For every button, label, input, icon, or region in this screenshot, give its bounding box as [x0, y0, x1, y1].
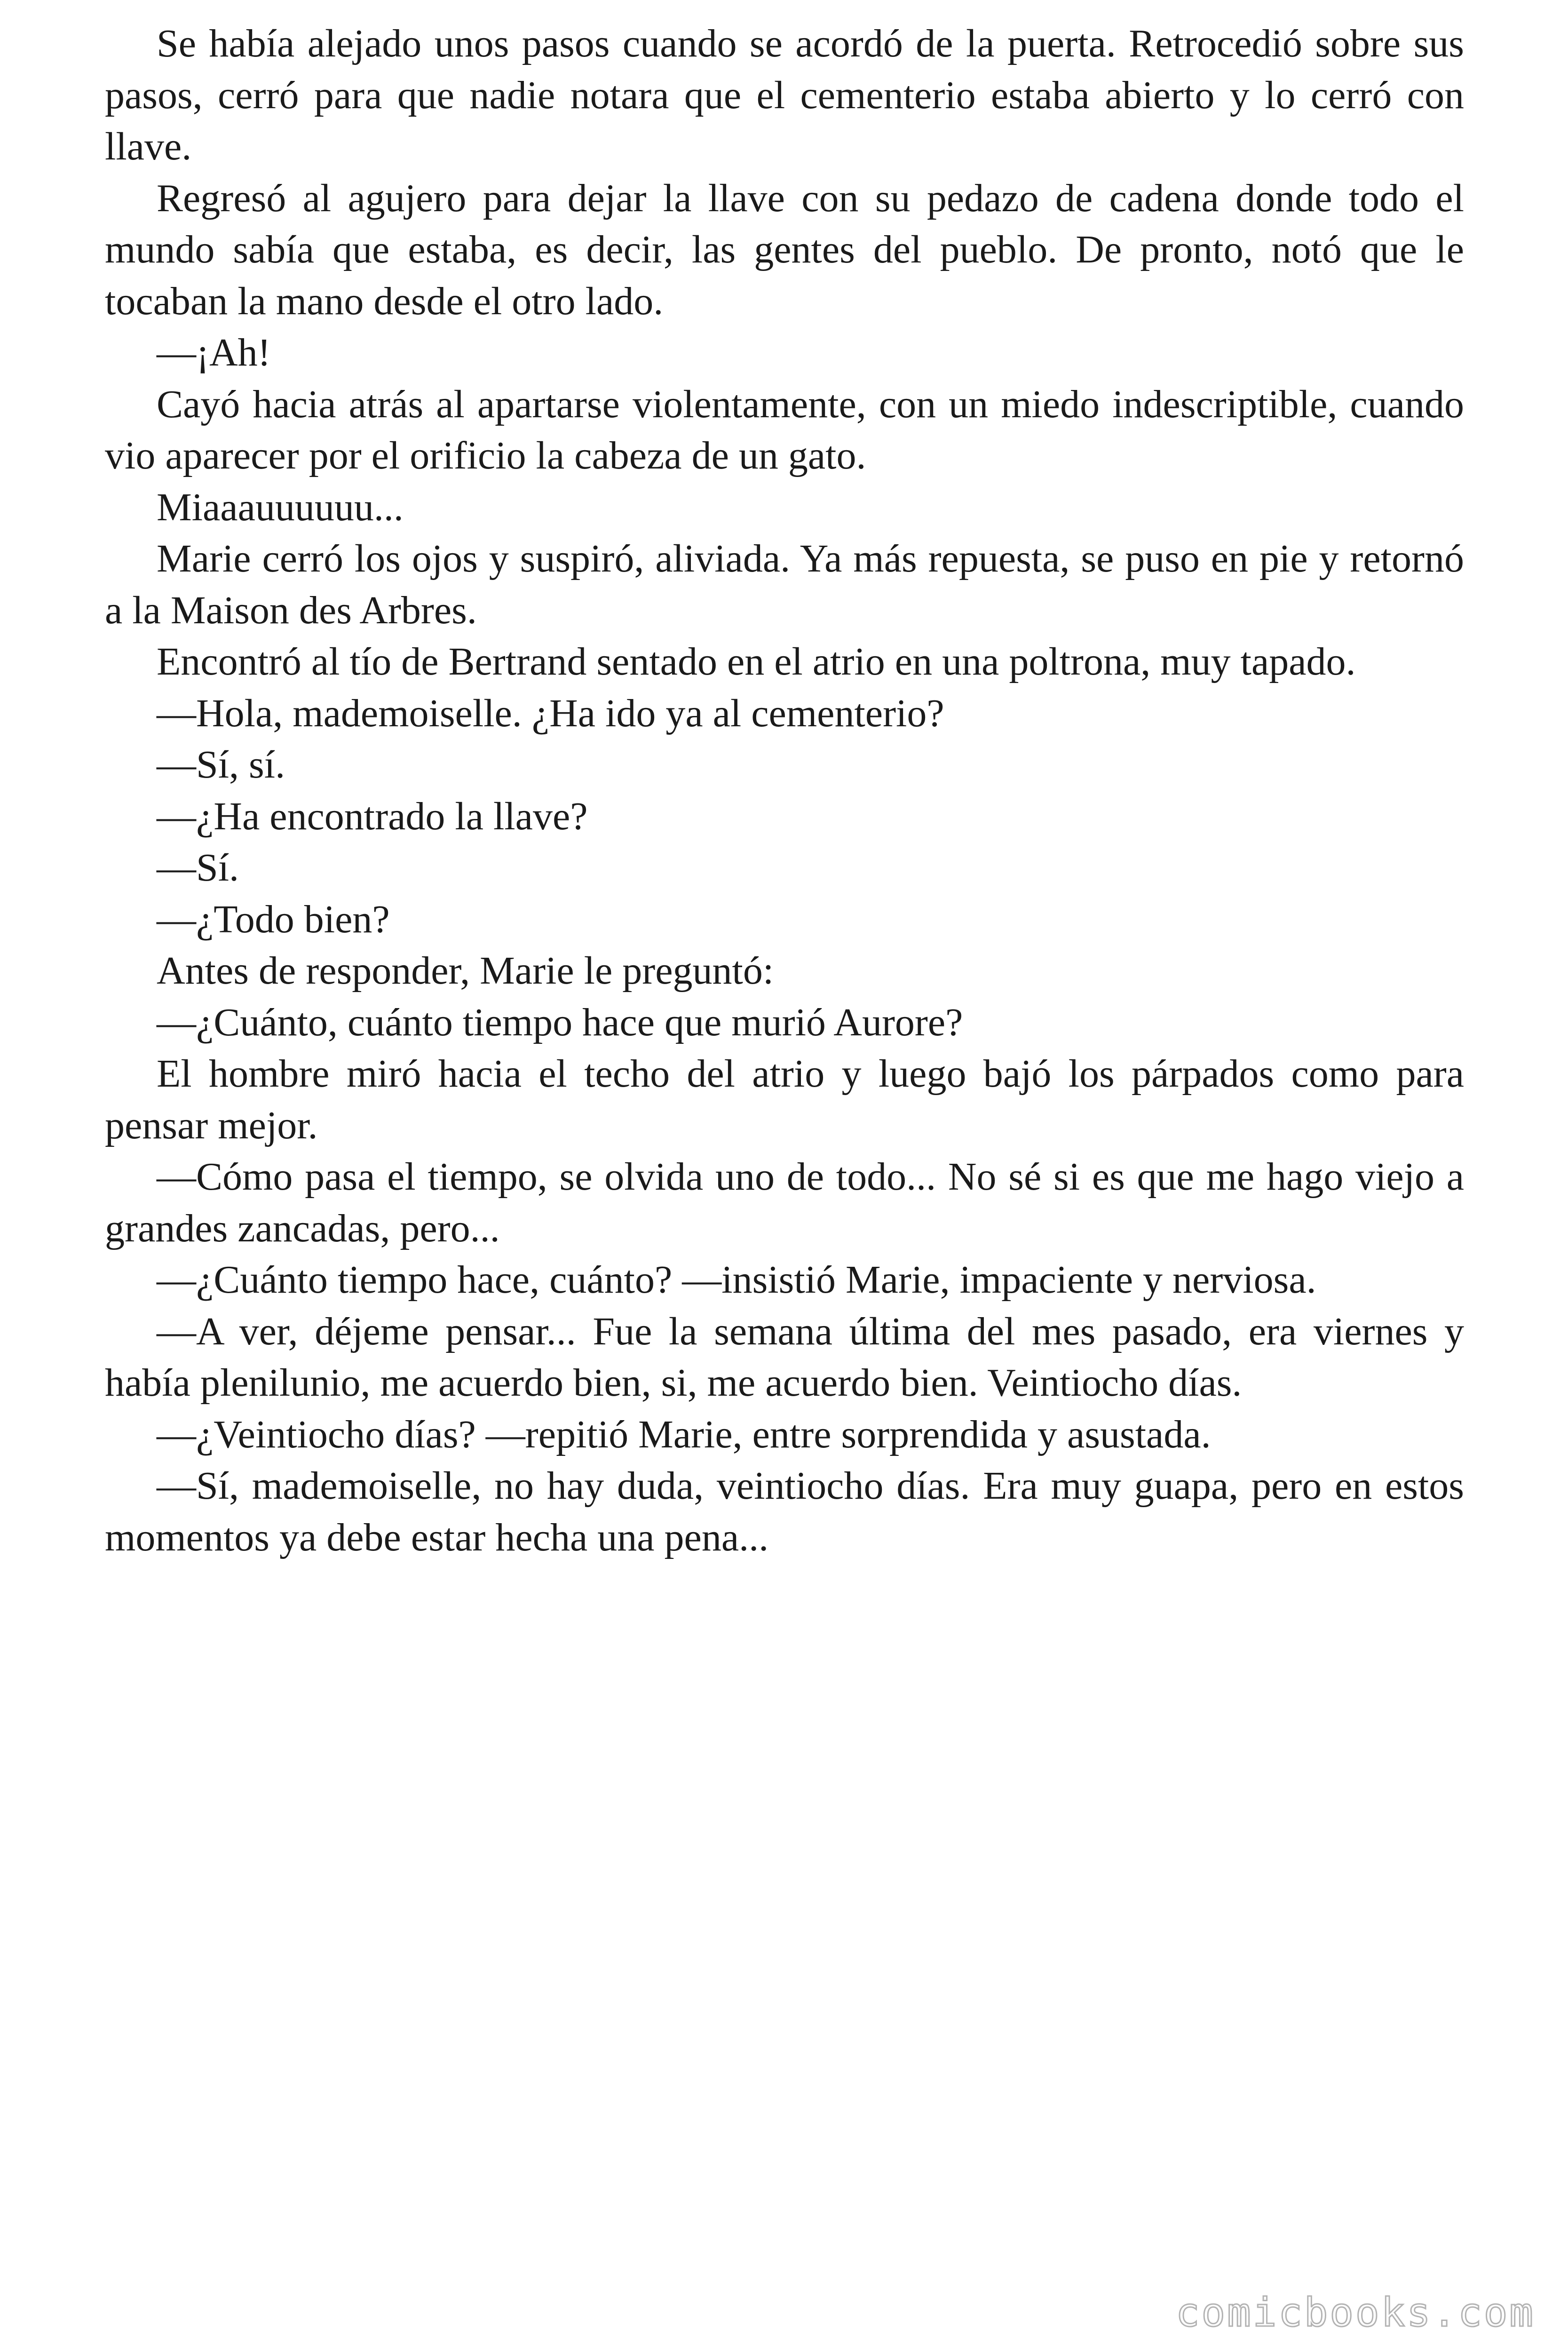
paragraph-9: —Sí, sí.: [157, 743, 285, 787]
paragraph-1: Se había alejado unos pasos cuando se acordó de la puerta. Retrocedió sobre sus pasos, cerró para que nadie notara que el cementerio estaba abierto y lo cerró con llave.: [105, 22, 1464, 168]
paragraph-13: Antes de responder, Marie le preguntó:: [157, 949, 774, 993]
paragraph-10: —¿Ha encontrado la llave?: [157, 794, 588, 838]
paragraph-14: —¿Cuánto, cuánto tiempo hace que murió Aurore?: [157, 1000, 963, 1044]
paragraph-2: Regresó al agujero para dejar la llave con su pedazo de cadena donde todo el mundo sabía que estaba, es decir, las gentes del pueblo. De pronto, notó que le tocaban la mano desde el otro lado.: [105, 176, 1464, 323]
paragraph-18: —A ver, déjeme pensar... Fue la semana última del mes pasado, era viernes y había plenilunio, me acuerdo bien, si, me acuerdo bien. Veintiocho días.: [105, 1309, 1464, 1405]
paragraph-7: Encontró al tío de Bertrand sentado en el atrio en una poltrona, muy tapado.: [157, 640, 1356, 683]
paragraph-8: —Hola, mademoiselle. ¿Ha ido ya al cementerio?: [157, 691, 944, 735]
watermark: comicbooks.com: [1175, 2289, 1535, 2336]
text-body: [105, 18, 1464, 1563]
paragraph-11: —Sí.: [157, 846, 239, 890]
paragraph-16: —Cómo pasa el tiempo, se olvida uno de todo... No sé si es que me hago viejo a grandes zancadas, pero...: [105, 1155, 1464, 1250]
paragraph-5: Miaaauuuuuu...: [157, 485, 404, 529]
paragraph-19: —¿Veintiocho días? —repitió Marie, entre sorprendida y asustada.: [157, 1412, 1211, 1456]
paragraph-15: El hombre miró hacia el techo del atrio y luego bajó los párpados como para pensar mejor.: [105, 1052, 1464, 1147]
paragraph-4: Cayó hacia atrás al apartarse violentamente, con un miedo indescriptible, cuando vio aparecer por el orificio la cabeza de un gato.: [105, 382, 1464, 477]
paragraph-3: —¡Ah!: [157, 331, 271, 374]
paragraph-12: —¿Todo bien?: [157, 897, 390, 941]
paragraph-20: —Sí, mademoiselle, no hay duda, veintiocho días. Era muy guapa, pero en estos momentos ya debe estar hecha una pena...: [105, 1464, 1464, 1559]
paragraph-17: —¿Cuánto tiempo hace, cuánto? —insistió Marie, impaciente y nerviosa.: [157, 1258, 1316, 1302]
paragraph-6: Marie cerró los ojos y suspiró, aliviada. Ya más repuesta, se puso en pie y retornó a la Maison des Arbres.: [105, 537, 1464, 632]
